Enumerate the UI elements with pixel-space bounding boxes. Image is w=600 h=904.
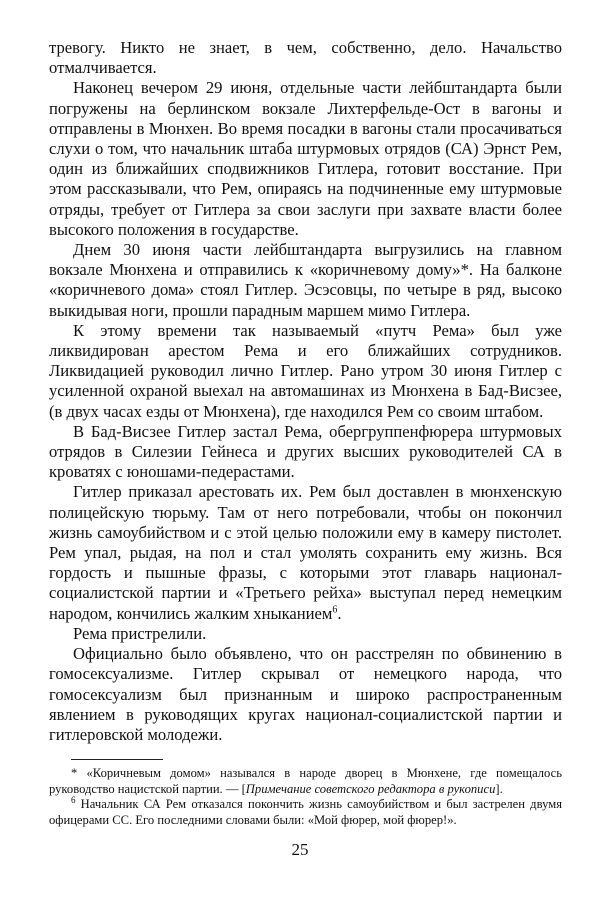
paragraph-arrest-text: Гитлер приказал арестовать их. Рем был доставлен в мюнхенскую полицейскую тюрьму. Там от него потребовали, чтобы он покончил жизнь самоубийством и с этой целью положили ему в камеру пистолет. Рем упал, рыдая, на пол и стал умолять сохранить ему жизнь. Вся гордость и пышные фразы, с которыми этот главарь национал-социалистской партии и «Третьего рейха» выступал перед немецким народом, кончились жалким хныканием (49, 482, 562, 623)
footnote-asterisk-end: ]. (495, 781, 503, 796)
footnote-divider (71, 759, 163, 760)
footnote-reference-6: 6 (332, 604, 338, 616)
paragraph-train-to-munich: Наконец вечером 29 июня, отдельные части лейбштандарта были погружены на берлинском вокзале Лихтерфельде-Ост в вагоны и отправлены в Мюнхен. Во время посадки в вагоны стали просачиваться слухи о том, что начальник штаба штурмовых отрядов (СА) Эрнст Рем, один из ближайших сподвижников Гитлера, готовит восстание. При этом рассказывали, что Рем, опираясь на подчиненные ему штурмовые отряды, требует от Гитлера за свои заслуги при захвате власти более высокого положения в государстве. (49, 78, 562, 239)
footnote-6-text: Начальник СА Рем отказался покончить жизнь самоубийством и был застрелен двумя офицерами СС. Его последними словами были: «Мой фюрер, мой фюрер!». (49, 797, 562, 827)
book-page (49, 38, 562, 828)
footnote-6 (49, 797, 562, 828)
footnote-asterisk-text: * «Коричневым домом» назывался в народе дворец в Мюнхене, где помещалось руководство нацистской партии. — [ (49, 766, 562, 796)
paragraph-arrest-end: . (337, 603, 342, 623)
page-number: 25 (291, 840, 309, 859)
paragraph-shot: Рема пристрелили. (73, 623, 207, 643)
footnote-6-marker: 6 (71, 795, 76, 806)
paragraph-bad-wiessee: В Бад-Висзее Гитлер застал Рема, обергруппенфюрера штурмовых отрядов в Силезии Гейнеса и других высших руководителей СА в кроватях с юношами-педерастами. (49, 421, 562, 482)
footnote-asterisk-italic: Примечание советского редактора в рукописи (245, 781, 496, 796)
paragraph-continued: тревогу. Никто не знает, в чем, собственно, дело. Начальство отмалчивается. (49, 38, 562, 78)
paragraph-arrival-munich: Днем 30 июня части лейбштандарта выгрузились на главном вокзале Мюнхена и отправились к «коричневому дому»*. На балконе «коричневого дома» стоял Гитлер. Эсэсовцы, по четыре в ряд, высоко выкидывая ноги, прошли парадным маршем мимо Гитлера. (49, 240, 562, 320)
paragraph-arrest (49, 482, 562, 623)
footnotes (49, 766, 562, 828)
paragraph-putsch-liquidated: К этому времени так называемый «путч Рема» был уже ликвидирован арестом Рема и его ближайших сотрудников. Ликвидацией руководил лично Гитлер. Рано утром 30 июня Гитлер с усиленной охраной выехал на автомашинах из Мюнхена в Бад-Висзее, (в двух часах езды от Мюнхена), где находился Рем со своим штабом. (49, 320, 562, 421)
paragraph-official-announcement: Официально было объявлено, что он расстрелян по обвинению в гомосексуализме. Гитлер скрывал от немецкого народа, что гомосексуализм был признанным и широко распространенным явлением в руководящих кругах национал-социалистской партии и гитлеровской молодежи. (49, 644, 562, 744)
main-text (49, 38, 562, 745)
footnote-asterisk (49, 766, 562, 797)
